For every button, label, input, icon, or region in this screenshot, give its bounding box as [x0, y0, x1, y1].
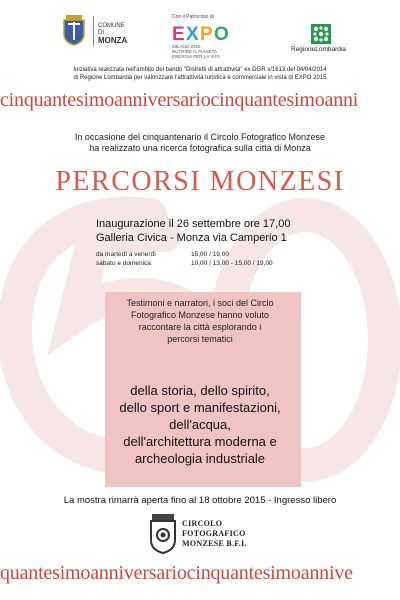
witness-line-2: Fotografico Monzese hanno voluto — [130, 310, 270, 320]
exhibition-title: PERCORSI MONZESI — [55, 166, 345, 197]
regione-lombardia-label: RegioneLombardia — [291, 46, 346, 53]
hours-row — [96, 250, 273, 259]
expo-tagline-2: ENERGIA PER LA VITA — [172, 54, 220, 59]
inauguration-date: Inaugurazione il 26 settembre ore 17,00 — [96, 218, 291, 230]
theme-line-3: dell'acqua, — [169, 417, 231, 432]
hours-time: 10,00 / 13,00 - 15,00 / 19,00 — [191, 260, 273, 267]
lombardia-rose-icon — [311, 24, 331, 44]
hours-row — [96, 259, 273, 268]
themes-list — [0, 382, 400, 467]
monza-crest-icon — [60, 14, 88, 46]
club-crest-icon — [148, 514, 178, 554]
theme-line-5: archeologia industriale — [134, 451, 266, 466]
theme-line-1: della storia, dello spirito, — [130, 383, 270, 398]
hours-time: 15,00 / 19,00 — [191, 251, 229, 258]
closing-note: La mostra rimarrà aperta fino al 18 ottobre 2015 - Ingresso libero — [63, 495, 337, 506]
svg-text:E: E — [172, 24, 186, 44]
initiative-note — [0, 67, 400, 82]
intro-line-2: ha realizzato una ricerca fotografica sulla città di Monza — [89, 143, 311, 153]
anniversary-ribbon-top: cinquantesimoanniversariocinquantesimoanni — [0, 89, 359, 111]
club-line-1: CIRCOLO — [182, 519, 223, 528]
expo-2015-logo — [172, 14, 232, 64]
regione-lombardia-logo — [291, 24, 351, 54]
inauguration-venue: Galleria Civica - Monza via Camperio 1 — [96, 232, 287, 244]
initiative-line-2: di Regione Lombardia per valorizzare l'attrattività turistica e commerciale in vista di EXPO 2015 — [73, 74, 327, 81]
svg-text:X: X — [186, 24, 200, 44]
monza-label: MONZA — [98, 36, 128, 45]
witness-line-4: percorsi tematici — [167, 334, 233, 344]
club-line-3: MONZESE B.F.I. — [182, 539, 247, 548]
svg-text:P: P — [200, 24, 214, 44]
hours-days: da martedì a venerdì — [96, 251, 156, 258]
anniversary-ribbon-bottom: quantesimoanniversariocinquantesimoannive — [0, 562, 353, 584]
svg-text:O: O — [214, 24, 230, 44]
comune-di-label: COMUNE DI — [98, 23, 125, 36]
witness-line-3: raccontare la città esplorando i — [138, 322, 262, 332]
intro-line-1: In occasione del cinquantenario il Circolo Fotografico Monzese — [74, 132, 326, 142]
theme-line-4: dell'architettura moderna e — [123, 434, 277, 449]
witness-line-1: Testimoni e narratori, i soci del Circlo — [126, 298, 274, 308]
expo-milano-label: MILANO 2015 — [172, 44, 201, 49]
circolo-fotografico-logo — [148, 512, 258, 558]
club-line-2: FOTOGRAFICO — [182, 529, 246, 538]
logo-divider — [93, 16, 94, 46]
theme-line-2: dello sport e manifestazioni, — [119, 400, 281, 415]
opening-hours — [96, 250, 273, 268]
expo-tagline-1: NUTRIRE IL PIANETA — [172, 49, 218, 54]
hours-days: sabato e domenica — [96, 260, 151, 267]
intro-text — [0, 132, 400, 154]
patrocinio-label: Con il Patrocinio di — [172, 14, 214, 20]
inauguration-info — [96, 217, 290, 245]
witness-text — [0, 297, 400, 345]
comune-di-monza-logo — [60, 14, 130, 46]
initiative-line-1: Iniziativa realizzata nell'ambito del bando "Distretti di attrattività" ex DGR x/1613 del 04/04/2014 — [73, 67, 327, 73]
expo-wordmark-icon — [172, 22, 232, 44]
